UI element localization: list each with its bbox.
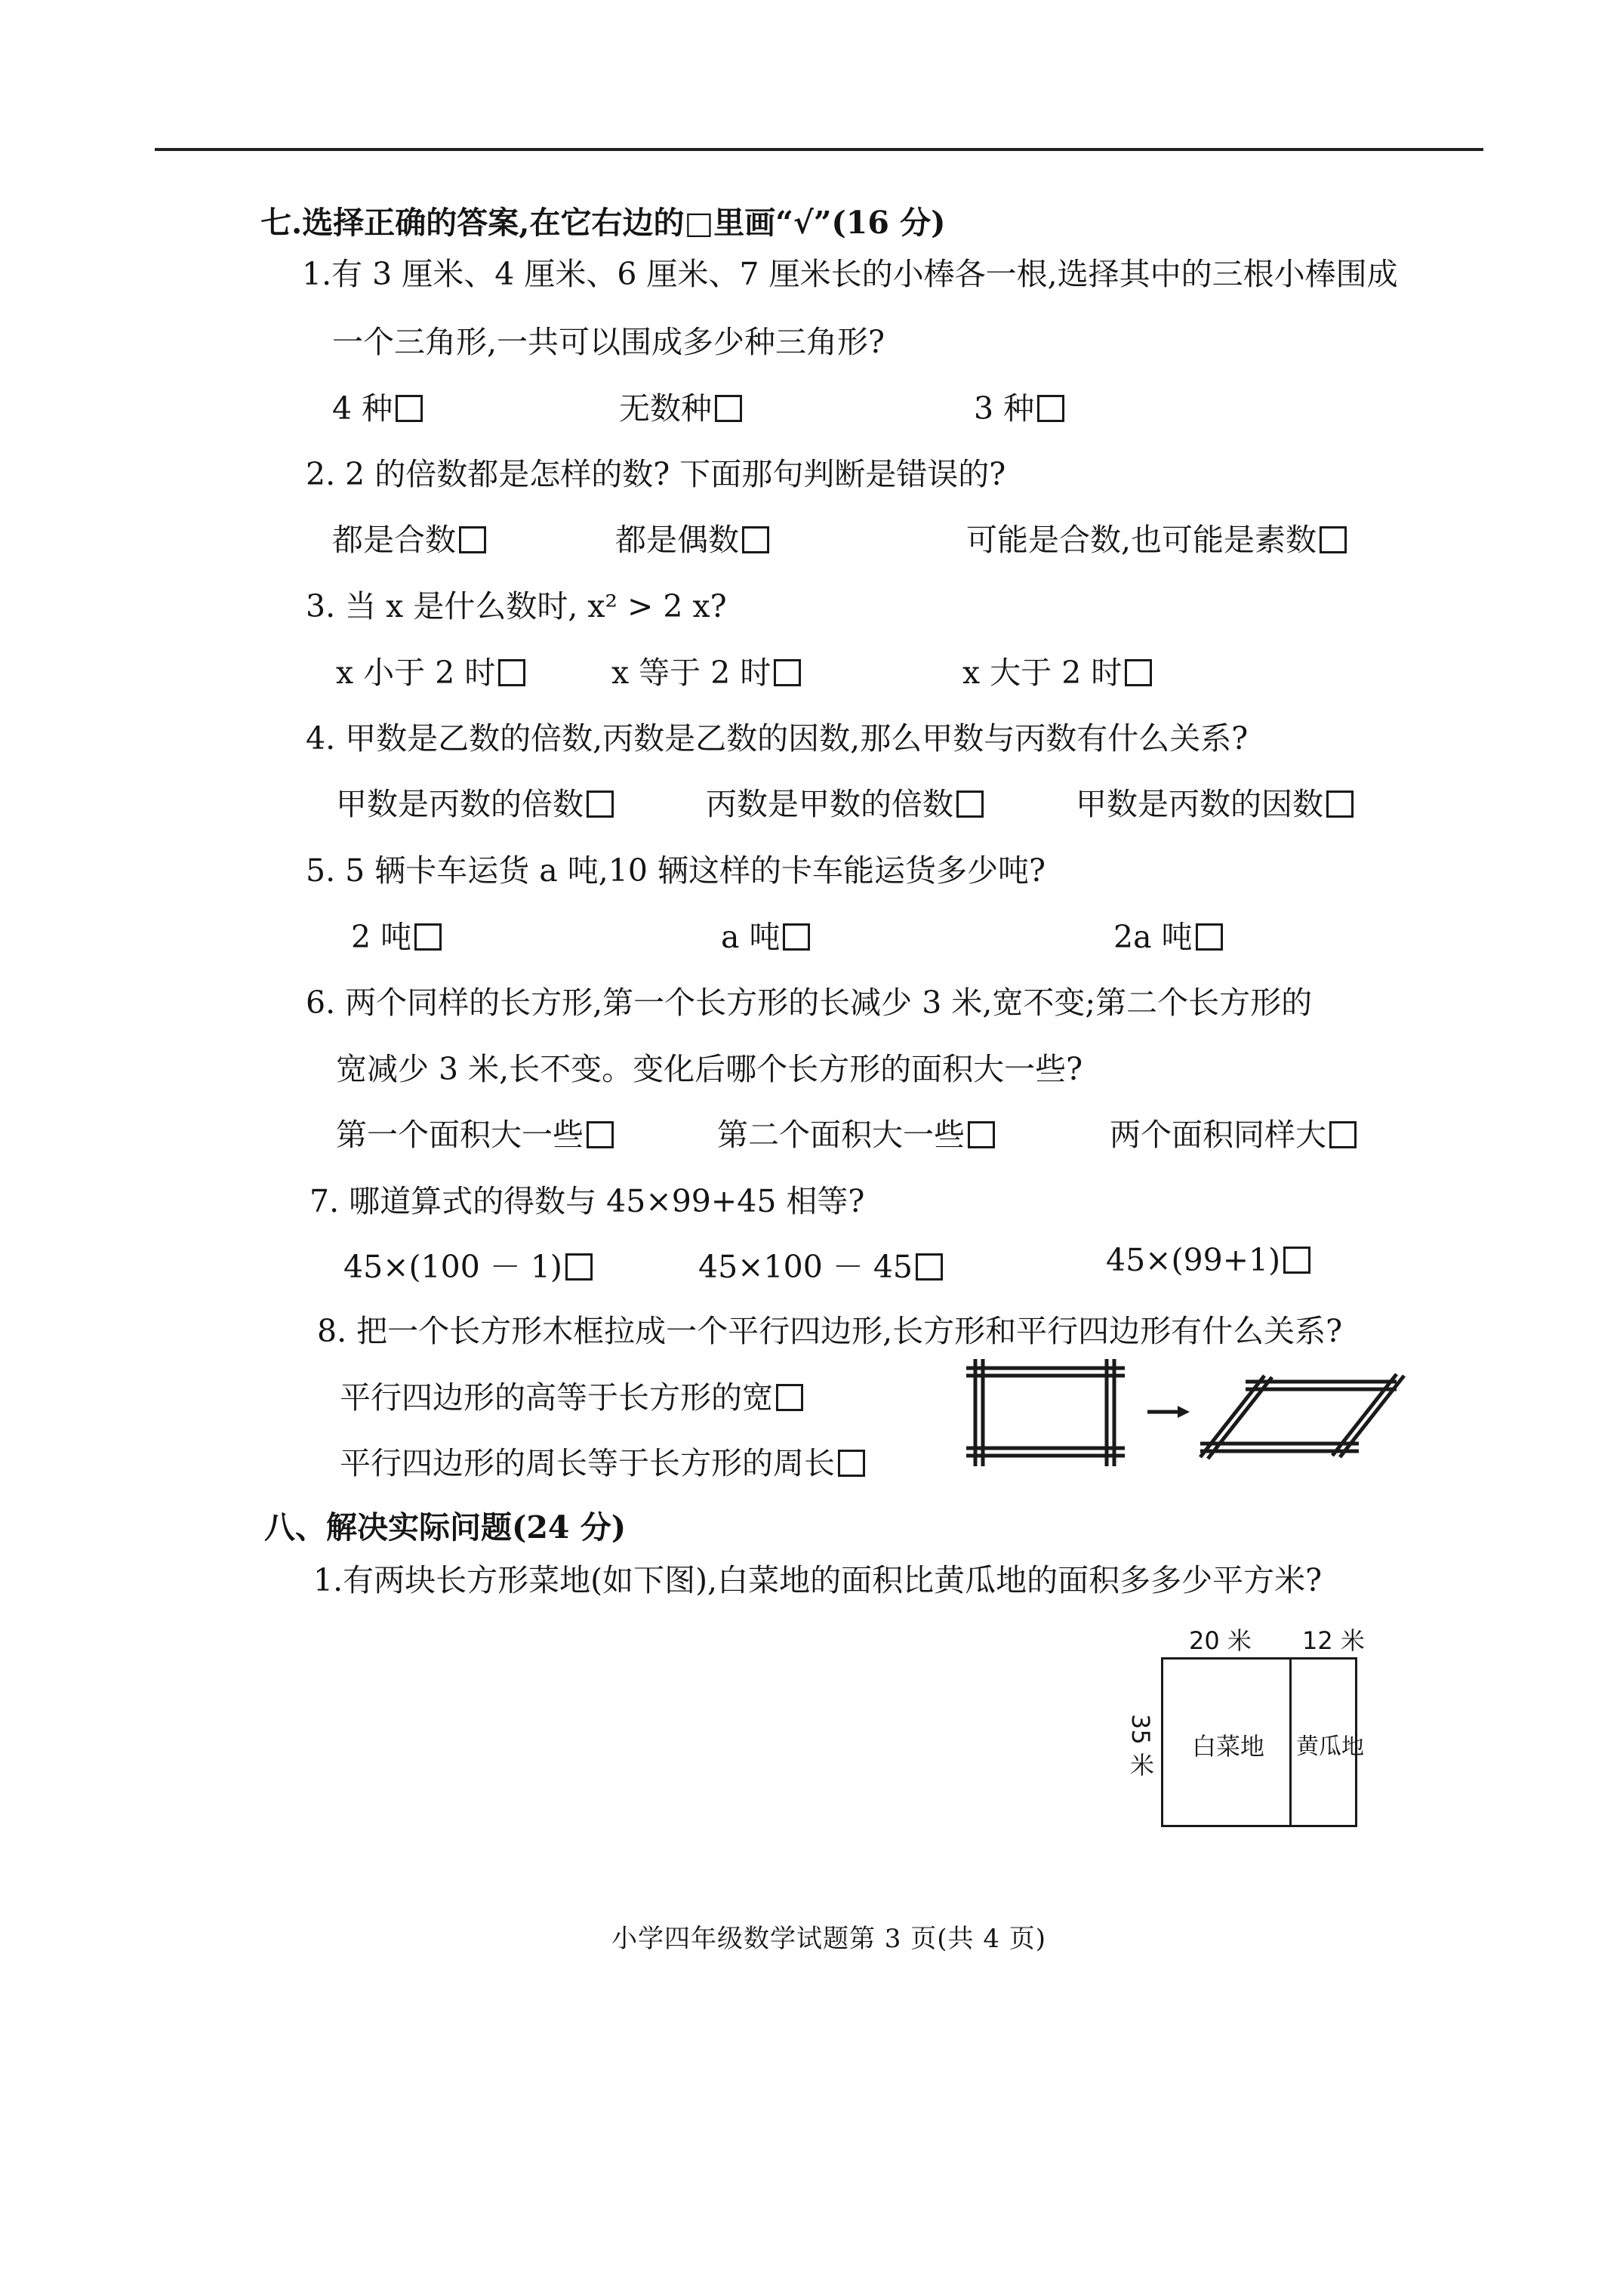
q1-option: 无数种 bbox=[619, 384, 742, 428]
q8-option: 平行四边形的周长等于长方形的周长 bbox=[340, 1438, 865, 1483]
q2-checkbox-1[interactable] bbox=[459, 526, 486, 553]
q4-checkbox-1[interactable] bbox=[587, 791, 614, 818]
q2-checkbox-2[interactable] bbox=[742, 526, 769, 553]
q6-option: 第一个面积大一些 bbox=[336, 1110, 614, 1154]
plot-divider bbox=[1289, 1660, 1292, 1825]
width-label-cucumber: 12 米 bbox=[1302, 1626, 1365, 1655]
section-7-title: 七.选择正确的答案,在它右边的□里画“√”(16 分) bbox=[260, 205, 946, 241]
q7-checkbox-2[interactable] bbox=[916, 1253, 943, 1281]
q2-line1: 2. 2 的倍数都是怎样的数? 下面那句判断是错误的? bbox=[306, 456, 1006, 492]
q1-checkbox-2[interactable] bbox=[715, 395, 742, 422]
q4-option: 丙数是甲数的倍数 bbox=[706, 779, 984, 824]
q6-checkbox-2[interactable] bbox=[968, 1121, 995, 1148]
cabbage-plot-label: 白菜地 bbox=[1192, 1732, 1265, 1761]
q2-option: 都是偶数 bbox=[615, 515, 769, 559]
q2-checkbox-3[interactable] bbox=[1320, 526, 1347, 553]
header-rule bbox=[155, 148, 1483, 151]
q5-option: 2 吨 bbox=[351, 912, 442, 957]
q7-option: 45×100 － 45 bbox=[698, 1242, 943, 1287]
q3-option: x 小于 2 时 bbox=[336, 648, 525, 692]
height-label: 35 米 bbox=[1126, 1714, 1155, 1777]
q6-line2: 宽减少 3 米,长不变。变化后哪个长方形的面积大一些? bbox=[336, 1051, 1083, 1087]
width-label-cabbage: 20 米 bbox=[1189, 1626, 1252, 1655]
q5-option: a 吨 bbox=[721, 912, 810, 957]
q1-line2: 一个三角形,一共可以围成多少种三角形? bbox=[332, 324, 885, 360]
cucumber-plot-label: 黄瓜地 bbox=[1296, 1734, 1364, 1760]
q8-option: 平行四边形的高等于长方形的宽 bbox=[340, 1373, 803, 1417]
q5-checkbox-3[interactable] bbox=[1196, 923, 1223, 951]
q3-checkbox-2[interactable] bbox=[774, 659, 801, 686]
q1-option: 3 种 bbox=[974, 384, 1064, 428]
q7-option: 45×(100 － 1) bbox=[343, 1242, 593, 1287]
q5-option: 2a 吨 bbox=[1113, 912, 1223, 957]
q7-checkbox-3[interactable] bbox=[1283, 1247, 1310, 1274]
q1-line1: 1.有 3 厘米、4 厘米、6 厘米、7 厘米长的小棒各一根,选择其中的三根小棒围成 bbox=[302, 256, 1398, 292]
q3-line1: 3. 当 x 是什么数时, x² > 2 x? bbox=[306, 588, 727, 624]
q8-checkbox-2[interactable] bbox=[838, 1450, 865, 1477]
q1-checkbox-3[interactable] bbox=[1037, 395, 1064, 422]
q5-checkbox-2[interactable] bbox=[783, 923, 810, 951]
q7-checkbox-1[interactable] bbox=[565, 1253, 593, 1281]
q2-option: 可能是合数,也可能是素数 bbox=[966, 515, 1347, 559]
q1-option: 4 种 bbox=[332, 384, 423, 428]
q3-option: x 等于 2 时 bbox=[611, 648, 801, 692]
q6-checkbox-3[interactable] bbox=[1329, 1121, 1357, 1148]
q4-line1: 4. 甲数是乙数的倍数,丙数是乙数的因数,那么甲数与丙数有什么关系? bbox=[306, 720, 1249, 757]
q4-checkbox-2[interactable] bbox=[956, 791, 984, 818]
q8-checkbox-1[interactable] bbox=[776, 1384, 803, 1411]
q4-option: 甲数是丙数的因数 bbox=[1076, 779, 1354, 824]
q8-line1: 8. 把一个长方形木框拉成一个平行四边形,长方形和平行四边形有什么关系? bbox=[317, 1313, 1343, 1349]
s8-q1: 1.有两块长方形菜地(如下图),白菜地的面积比黄瓜地的面积多多少平方米? bbox=[313, 1562, 1323, 1598]
q4-checkbox-3[interactable] bbox=[1326, 791, 1354, 818]
q7-option: 45×(99+1) bbox=[1106, 1242, 1310, 1278]
section-8-title: 八、解决实际问题(24 分) bbox=[264, 1509, 627, 1546]
q1-checkbox-1[interactable] bbox=[396, 395, 423, 422]
q6-option: 两个面积同样大 bbox=[1110, 1110, 1357, 1154]
page-footer: 小学四年级数学试题第 3 页(共 4 页) bbox=[611, 1924, 1047, 1954]
q6-option: 第二个面积大一些 bbox=[717, 1110, 995, 1154]
q2-option: 都是合数 bbox=[332, 515, 486, 559]
q6-line1: 6. 两个同样的长方形,第一个长方形的长减少 3 米,宽不变;第二个长方形的 bbox=[306, 985, 1313, 1021]
q3-checkbox-3[interactable] bbox=[1125, 659, 1152, 686]
q3-option: x 大于 2 时 bbox=[962, 648, 1152, 692]
vegetable-plots-figure bbox=[1161, 1657, 1364, 1827]
q3-checkbox-1[interactable] bbox=[498, 659, 525, 686]
rectangle-to-parallelogram-figure bbox=[959, 1351, 1412, 1480]
q5-checkbox-1[interactable] bbox=[414, 923, 442, 951]
q6-checkbox-1[interactable] bbox=[587, 1121, 614, 1148]
q4-option: 甲数是丙数的倍数 bbox=[336, 779, 614, 824]
q7-line1: 7. 哪道算式的得数与 45×99+45 相等? bbox=[310, 1183, 865, 1219]
q5-line1: 5. 5 辆卡车运货 a 吨,10 辆这样的卡车能运货多少吨? bbox=[306, 852, 1046, 889]
